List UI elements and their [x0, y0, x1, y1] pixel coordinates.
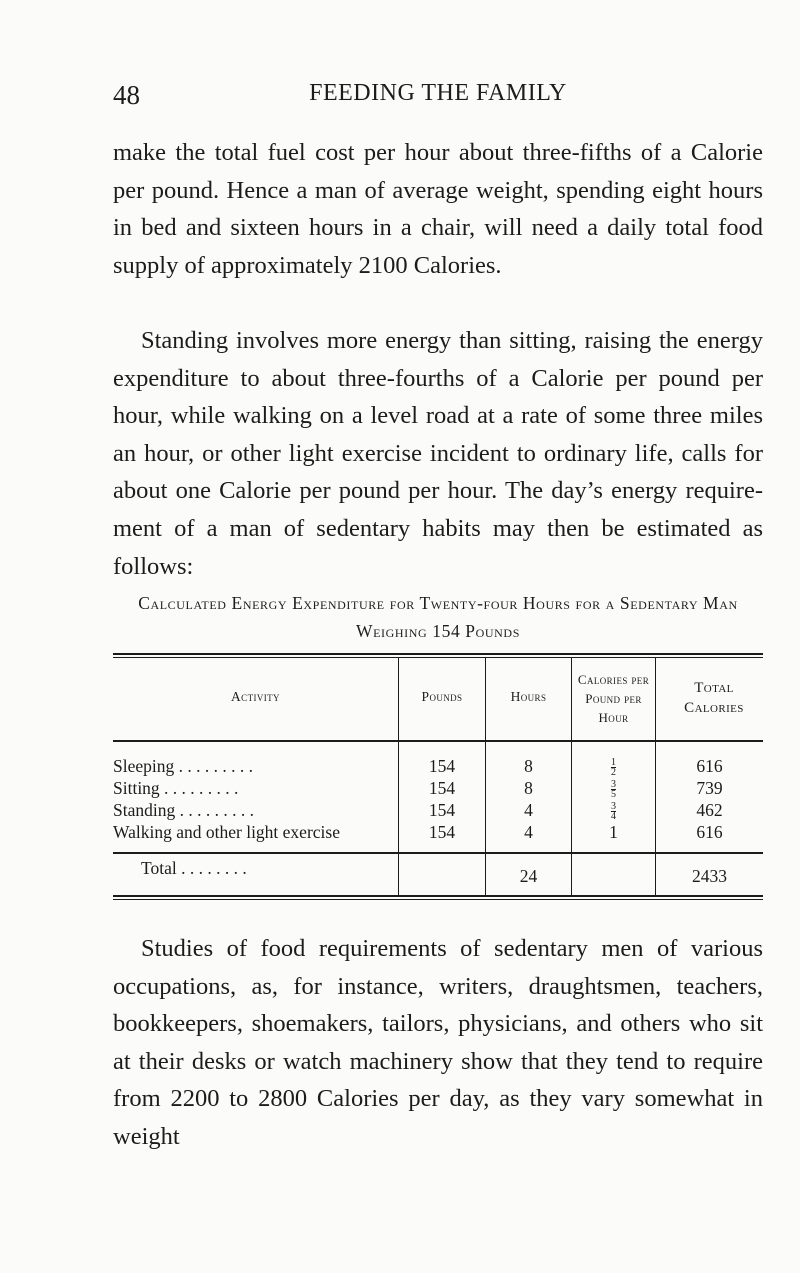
row-walking-activity: Walking and other light exercise [113, 822, 340, 842]
row-walking-hours: 4 [524, 822, 533, 842]
row-walking-total: 616 [696, 822, 723, 842]
row-standing-hours: 4 [524, 800, 533, 820]
table-bottom-rule [113, 895, 763, 897]
row-sleeping-activity: Sleeping . . . . . . . . . [113, 756, 253, 776]
fraction-numerator: 1 [611, 757, 616, 769]
table-header-rule [113, 740, 763, 742]
fraction-numerator: 3 [611, 801, 616, 813]
table-top-rule-2 [113, 657, 763, 658]
row-standing-rate [572, 799, 655, 821]
total-label: Total . . . . . . . . [141, 858, 247, 878]
fraction-denominator: 5 [611, 789, 616, 801]
row-sleeping-hours: 8 [524, 756, 533, 776]
paragraph-1: make the total fuel cost per hour about three-fifths of a Calorie per pound. Hence a man of average weight, spending eight hours in bed and sixteen hours in a chair, will need a daily total food supply of approximately 2100 Calories. [113, 139, 763, 279]
header-activity: Activity [231, 689, 280, 704]
row-sitting-hours: 8 [524, 778, 533, 798]
row-walking-rate: 1 [609, 822, 618, 842]
row-sitting-rate [572, 777, 655, 799]
fraction-three-fourths [611, 802, 616, 821]
row-standing-total: 462 [696, 800, 723, 820]
fraction-denominator: 2 [611, 767, 616, 779]
row-walking-pounds: 154 [428, 822, 456, 842]
row-sleeping-total: 616 [696, 756, 723, 776]
paragraph-2: Standing involves more energy than sitting, raising the energy expenditure to about three-fourths of a Calorie per pound per hour, while walking on a level road at a rate of some three miles an hour, or other light exercise incident to ordinary life, calls for about one Calorie per pound per hour. The day’s energy requirement of a man of sedentary habits may then be estimated as follows: [113, 327, 763, 580]
fraction-three-fifths [611, 780, 616, 799]
table-caption: Calculated Energy Expenditure for Twenty-four Hours for a Sedentary Man Weighing 154 Pounds [138, 593, 738, 641]
table-bottom-rule-2 [113, 899, 763, 900]
row-sitting-pounds: 154 [428, 778, 456, 798]
paragraph-3: Studies of food requirements of sedentary men of various occupations, as, for instance, writers, draughtsmen, teachers, bookkeepers, shoemakers, tailors, physicians, and others who sit at their desks or watch machinery show that they tend to require from 2200 to 2800 Calories per day, as they vary somewhat in weight [113, 935, 763, 1150]
table-total-rule [113, 852, 763, 854]
row-sleeping-rate [572, 755, 655, 777]
header-total-calories: Total Calories [684, 680, 744, 716]
row-standing-pounds: 154 [428, 800, 456, 820]
energy-table [113, 653, 763, 901]
table-top-rule [113, 653, 763, 655]
row-sleeping-pounds: 154 [428, 756, 456, 776]
row-sitting-activity: Sitting . . . . . . . . . [113, 778, 239, 798]
total-calories: 2433 [692, 866, 727, 886]
total-hours: 24 [519, 866, 538, 886]
fraction-denominator: 4 [611, 811, 616, 823]
fraction-one-half [611, 758, 616, 777]
page-number: 48 [113, 80, 140, 110]
row-standing-activity: Standing . . . . . . . . . [113, 800, 254, 820]
fraction-numerator: 3 [611, 779, 616, 791]
row-sitting-total: 739 [696, 778, 723, 798]
header-hours: Hours [510, 689, 547, 704]
header-calories-per-pound: Calories per Pound per Hour [577, 672, 650, 725]
running-head: FEEDING THE FAMILY [309, 80, 567, 106]
header-pounds: Pounds [421, 689, 463, 704]
page-header [113, 80, 763, 116]
